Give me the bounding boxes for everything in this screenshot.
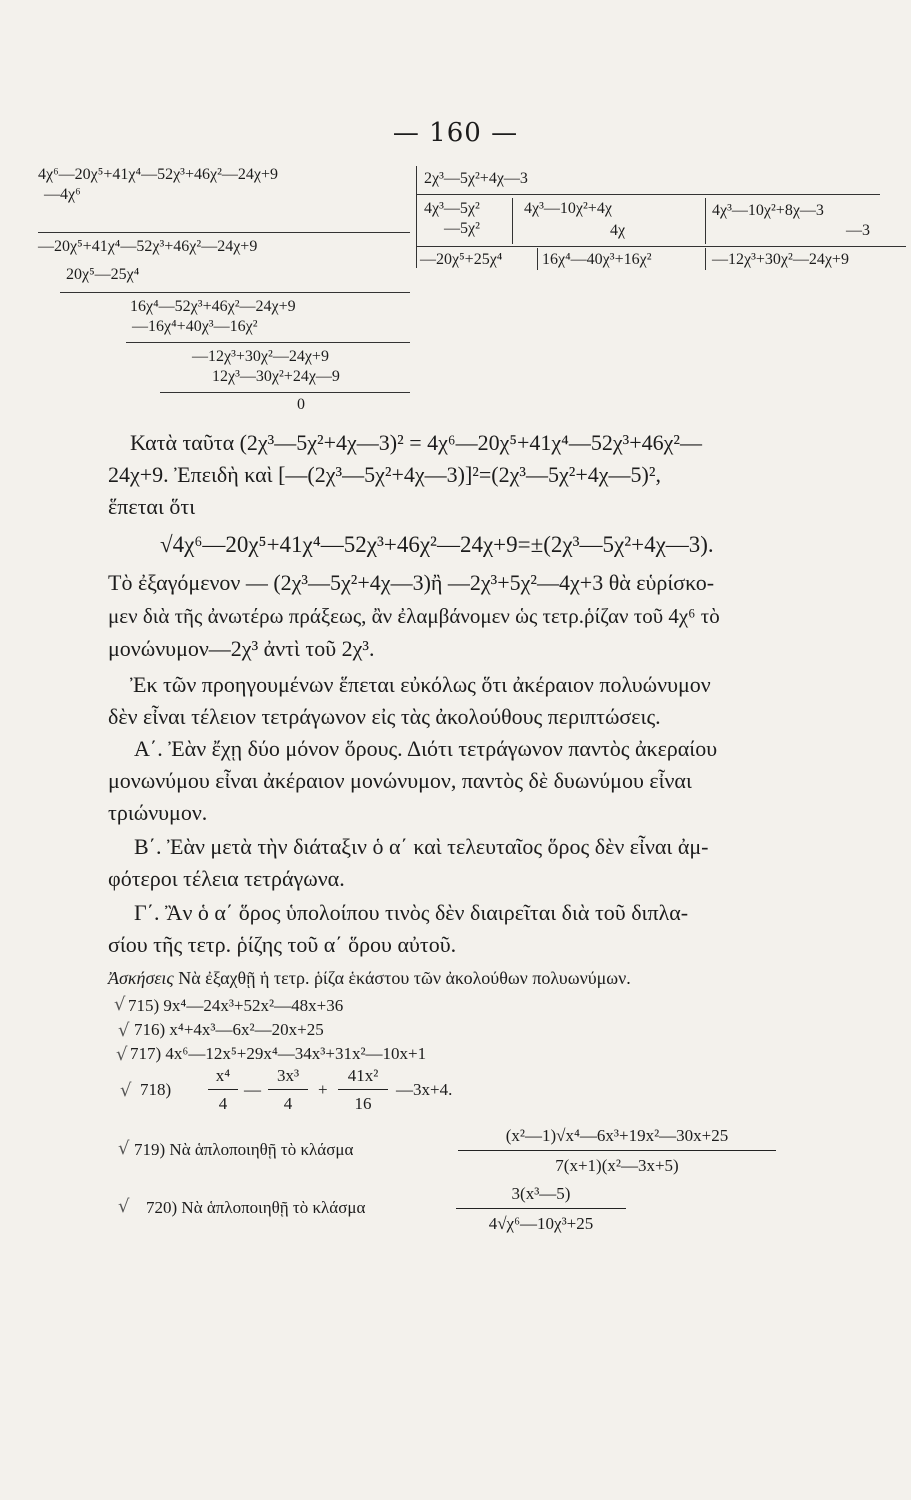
sqrt-side1-top: 4χ³—5χ² <box>424 200 480 217</box>
check-mark-icon: √ <box>118 1020 130 1041</box>
exercise-715: 715) 9x⁴—24x³+52x²—48x+36 <box>128 996 344 1015</box>
sqrt-rule-2 <box>60 292 410 293</box>
sqrt-dividend: 4χ⁶—20χ⁵+41χ⁴—52χ³+46χ²—24χ+9 <box>38 166 279 183</box>
text-line-8: Ἐκ τῶν προηγουμένων ἕπεται εὐκόλως ὅτι ἀκέραιον πολυώνυμον <box>130 672 711 697</box>
sqrt-side2-top: 4χ³—10χ²+4χ <box>524 200 612 217</box>
text-line-16: σίου τῆς τετρ. ῥίζης τοῦ α΄ ὅρου αὐτοῦ. <box>108 932 457 957</box>
exercise-718-num-1: x⁴ <box>215 1066 231 1085</box>
exercises-heading-rest: Νὰ ἐξαχθῇ ἡ τετρ. ῥίζα ἑκάστου τῶν ἀκολούθων πολυωνύμων. <box>178 968 631 988</box>
text-line-5: Τὸ ἐξαγόμενον — (2χ³—5χ²+4χ—3)ἢ —2χ³+5χ²—4χ+3 θὰ εὑρίσκο- <box>108 570 715 595</box>
sqrt-rule-4 <box>160 392 410 393</box>
sqrt-side-divider-2 <box>705 198 706 244</box>
exercise-718-den-2: 4 <box>283 1094 293 1113</box>
text-line-1: Κατὰ ταῦτα (2χ³—5χ²+4χ—3)² = 4χ⁶—20χ⁵+41χ⁴—52χ³+46χ²— <box>130 430 702 455</box>
exercise-718-tail: —3x+4. <box>396 1080 453 1099</box>
exercise-718-bar-2 <box>268 1089 308 1090</box>
exercise-719-denominator: 7(x+1)(x²—3x+5) <box>555 1156 679 1175</box>
exercise-718-num-2: 3x³ <box>276 1066 300 1085</box>
text-line-15: Γ΄. Ἂν ὁ α΄ ὅρος ὑπολοίπου τινὸς δὲν διαιρεῖται διὰ τοῦ διπλα- <box>134 900 689 925</box>
page-number: — 160 — <box>392 118 519 148</box>
sqrt-rem1: —20χ⁵+41χ⁴—52χ³+46χ²—24χ+9 <box>38 238 258 255</box>
exercise-718-label: 718) <box>140 1080 172 1099</box>
check-mark-icon: √ <box>118 1196 130 1217</box>
sqrt-rem3: —12χ³+30χ²—24χ+9 <box>192 348 329 365</box>
sqrt-divider <box>416 166 417 268</box>
exercise-720-bar <box>456 1208 626 1209</box>
text-line-9: δὲν εἶναι τέλειον τετράγωνον εἰς τὰς ἀκολούθους περιπτώσεις. <box>108 704 661 729</box>
sqrt-root: 2χ³—5χ²+4χ—3 <box>424 170 528 187</box>
text-line-13: Β΄. Ἐὰν μετὰ τὴν διάταξιν ὁ α΄ καὶ τελευταῖος ὅρος δὲν εἶναι ἀμ- <box>134 834 709 859</box>
text-line-10: Α΄. Ἐὰν ἔχῃ δύο μόνον ὅρους. Διότι τετράγωνον παντὸς ἀκεραίου <box>134 736 718 761</box>
exercise-718-den-3: 16 <box>354 1094 372 1113</box>
text-line-11: μονωνύμου εἶναι ἀκέραιον μονώνυμον, παντὸς δὲ δυωνύμου εἶναι <box>108 768 692 793</box>
sqrt-side2-bot: 4χ <box>610 222 626 239</box>
sqrt-sub3: —16χ⁴+40χ³—16χ² <box>132 318 258 335</box>
sqrt-prod-divider-2 <box>705 248 706 270</box>
sqrt-rule-3 <box>126 342 410 343</box>
exercise-717: 717) 4x⁶—12x⁵+29x⁴—34x³+31x²—10x+1 <box>130 1044 427 1063</box>
exercise-720-label: 720) Νὰ ἁπλοποιηθῇ τὸ κλάσμα <box>146 1198 366 1217</box>
sqrt-prod1: —20χ⁵+25χ⁴ <box>420 251 503 268</box>
text-line-6: μεν διὰ τῆς ἀνωτέρω πράξεως, ἂν ἐλαμβάνομεν ὡς τετρ.ῥίζαν τοῦ 4χ⁶ τὸ <box>108 604 720 628</box>
sqrt-side1-bot: —5χ² <box>444 220 480 237</box>
sqrt-sub1: —4χ⁶ <box>44 186 81 203</box>
exercise-718-op-2: + <box>318 1080 328 1099</box>
exercise-718-bar-1 <box>208 1089 238 1090</box>
exercise-719-bar <box>458 1150 776 1151</box>
sqrt-side3-bot: —3 <box>846 222 870 239</box>
exercises-heading-label: Ἀσκήσεις <box>108 968 174 988</box>
exercise-718-bar-3 <box>338 1089 388 1090</box>
text-line-14: φότεροι τέλεια τετράγωνα. <box>108 866 345 891</box>
sqrt-sub2: 20χ⁵—25χ⁴ <box>66 266 140 283</box>
sqrt-sub4: 12χ³—30χ²+24χ—9 <box>212 368 340 385</box>
sqrt-prod3: —12χ³+30χ²—24χ+9 <box>712 251 849 268</box>
sqrt-final: 0 <box>297 396 305 413</box>
exercise-720-denominator: 4√χ⁶—10χ³+25 <box>488 1214 594 1233</box>
check-mark-icon: √ <box>120 1080 132 1101</box>
sqrt-side-rule <box>416 246 906 247</box>
exercise-720-numerator: 3(x³—5) <box>511 1184 571 1203</box>
sqrt-prod-divider-1 <box>537 248 538 270</box>
sqrt-side-divider-1 <box>512 198 513 244</box>
text-line-7: μονώνυμον—2χ³ ἀντὶ τοῦ 2χ³. <box>108 636 375 661</box>
exercise-718-op-1: — <box>244 1080 261 1099</box>
text-line-2: 24χ+9. Ἐπειδὴ καὶ [—(2χ³—5χ²+4χ—3)]²=(2χ³—5χ²+4χ—5)², <box>108 462 661 487</box>
text-line-3: ἕπεται ὅτι <box>108 494 196 519</box>
exercise-718-num-3: 41x² <box>347 1066 379 1085</box>
sqrt-rule-1 <box>38 232 410 233</box>
sqrt-side3-top: 4χ³—10χ²+8χ—3 <box>712 202 824 219</box>
exercises-heading <box>108 968 631 989</box>
exercise-718-den-1: 4 <box>218 1094 228 1113</box>
check-mark-icon: √ <box>114 994 126 1015</box>
text-line-4: √4χ⁶—20χ⁵+41χ⁴—52χ³+46χ²—24χ+9=±(2χ³—5χ²+4χ—3). <box>160 532 714 557</box>
text-line-12: τριώνυμον. <box>108 800 208 825</box>
sqrt-prod2: 16χ⁴—40χ³+16χ² <box>542 251 652 268</box>
exercise-719-numerator: (x²—1)√x⁴—6x³+19x²—30x+25 <box>505 1126 729 1145</box>
sqrt-rem2: 16χ⁴—52χ³+46χ²—24χ+9 <box>130 298 296 315</box>
check-mark-icon: √ <box>118 1138 130 1159</box>
check-mark-icon: √ <box>116 1044 128 1065</box>
exercise-716: 716) x⁴+4x³—6x²—20x+25 <box>134 1020 324 1039</box>
exercise-719-label: 719) Νὰ ἁπλοποιηθῇ τὸ κλάσμα <box>134 1140 354 1159</box>
sqrt-root-rule <box>416 194 880 195</box>
